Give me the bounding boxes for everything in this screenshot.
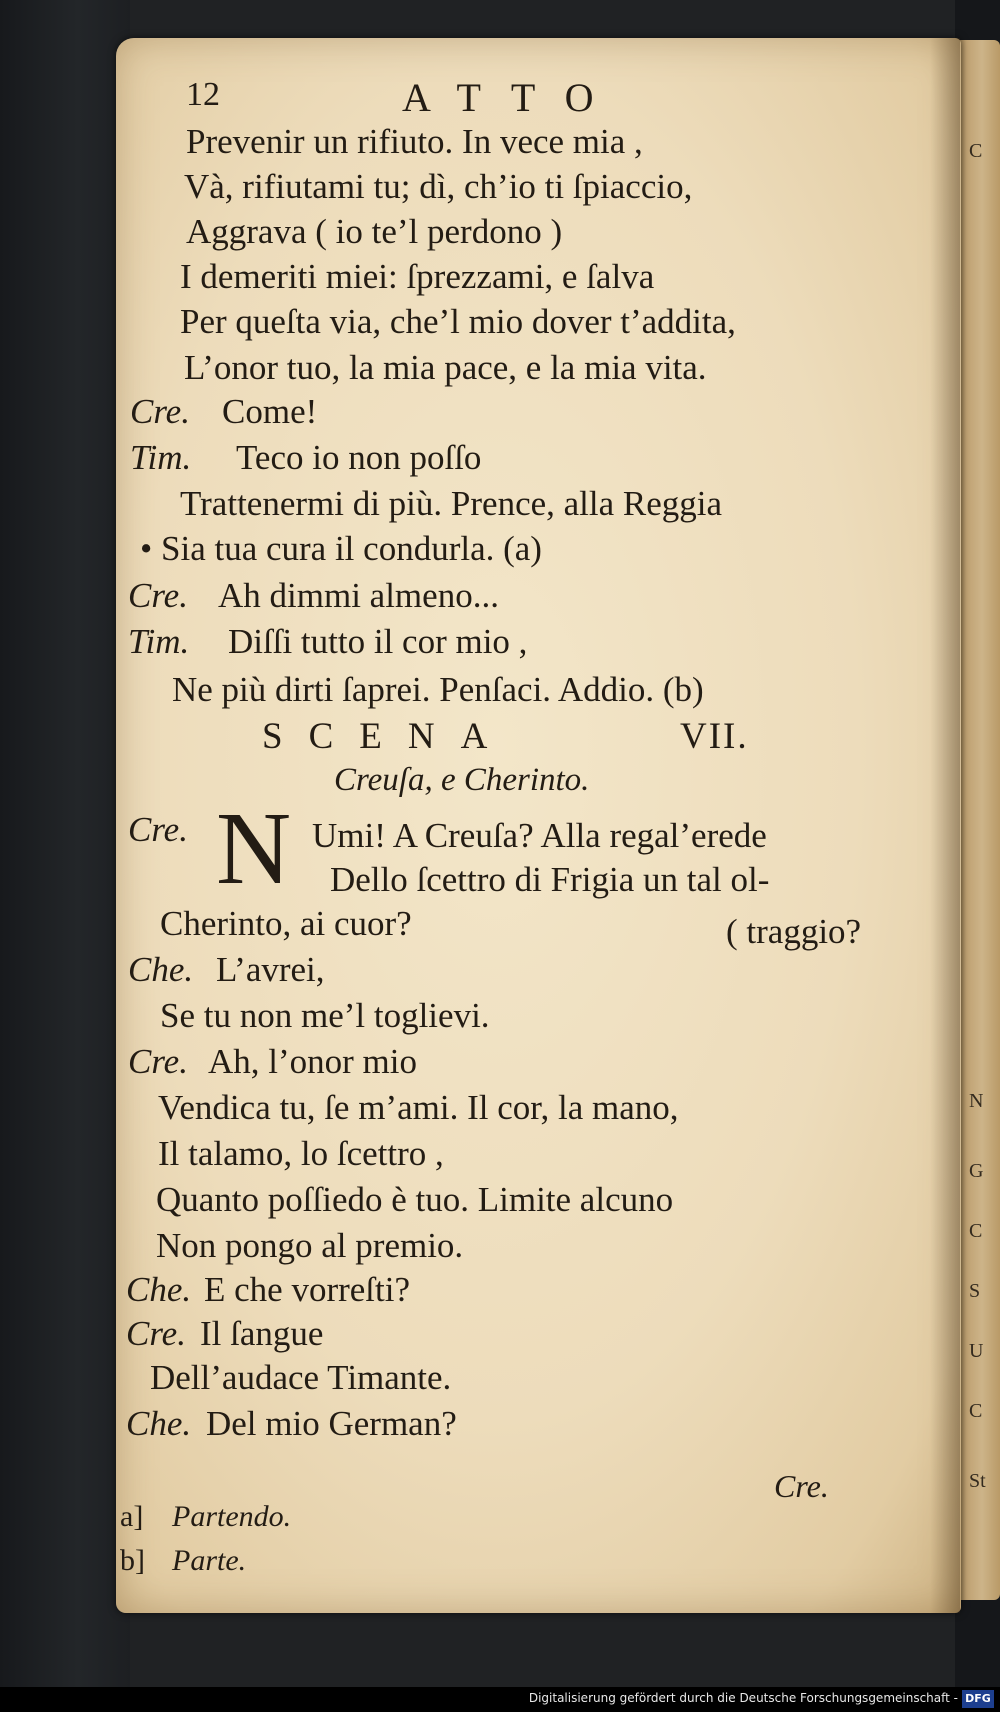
footnote-text: Partendo. xyxy=(172,1500,292,1533)
verse-line: • Sia tua cura il condurla. (a) xyxy=(140,529,542,568)
verse-line: Teco io non poſſo xyxy=(236,438,482,477)
next-page-fragment: S xyxy=(969,1280,981,1302)
verse-line: Per queſta via, che’l mio dover t’addita, xyxy=(180,302,736,341)
next-page-fragment: C xyxy=(969,1400,983,1422)
speaker-label: Cre. xyxy=(128,810,188,849)
verse-line: Prevenir un rifiuto. In vece mia , xyxy=(186,122,643,161)
next-page-fragment: G xyxy=(969,1160,984,1182)
verse-line: Se tu non me’l toglievi. xyxy=(160,996,490,1035)
footnote-mark: b] xyxy=(120,1544,145,1577)
verse-line: Il talamo, lo ſcettro , xyxy=(158,1134,444,1173)
next-page-edge xyxy=(955,40,1000,1600)
next-page-fragment: U xyxy=(969,1340,984,1362)
scene-number: VII. xyxy=(680,716,749,757)
footnote-mark: a] xyxy=(120,1500,144,1533)
verse-line: Il ſangue xyxy=(200,1314,324,1353)
verse-line: Và, rifiutami tu; dì, ch’io ti ſpiaccio, xyxy=(184,167,693,206)
next-page-fragment: N xyxy=(969,1090,984,1112)
turnover-line: ( traggio? xyxy=(726,912,862,951)
verse-line: Cherinto, ai cuor? xyxy=(160,904,412,943)
verse-line: L’avrei, xyxy=(216,950,325,989)
verse-line: Ah dimmi almeno... xyxy=(218,576,499,615)
scene-characters: Creuſa, e Cherinto. xyxy=(334,762,590,798)
drop-cap: N xyxy=(216,791,292,906)
verse-line: Umi! A Creuſa? Alla regal’erede xyxy=(312,816,767,855)
verse-line: Trattenermi di più. Prence, alla Reggia xyxy=(180,484,723,523)
speaker-label: Che. xyxy=(128,950,194,989)
speaker-label: Tim. xyxy=(130,438,192,477)
verse-line: Del mio German? xyxy=(206,1404,457,1443)
verse-line: I demeriti miei: ſprezzami, e ſalva xyxy=(180,257,655,296)
digitization-footer xyxy=(0,1687,1000,1712)
verse-line: Ah, l’onor mio xyxy=(208,1042,418,1081)
speaker-label: Cre. xyxy=(126,1314,186,1353)
verse-line: Come! xyxy=(222,392,318,431)
verse-line: Aggrava ( io te’l perdono ) xyxy=(186,212,563,251)
speaker-label: Che. xyxy=(126,1270,192,1309)
next-page-fragment: C xyxy=(969,140,983,162)
page-number: 12 xyxy=(186,76,220,113)
verse-line: Dello ſcettro di Frigia un tal ol- xyxy=(330,860,770,899)
footnote-text: Parte. xyxy=(172,1544,247,1577)
dfg-logo: DFG xyxy=(962,1690,994,1708)
verse-line: Ne più dirti ſaprei. Penſaci. Addio. (b) xyxy=(172,670,704,709)
spine-shadow xyxy=(930,38,960,1613)
verse-line: Diſſi tutto il cor mio , xyxy=(228,622,528,661)
funding-credit: Digitalisierung gefördert durch die Deutsche Forschungsgemeinschaft - xyxy=(528,1691,958,1705)
verse-line: Vendica tu, ſe m’ami. Il cor, la mano, xyxy=(158,1088,679,1127)
speaker-label: Cre. xyxy=(130,392,190,431)
verse-line: Dell’audace Timante. xyxy=(150,1358,452,1397)
scan-background-left xyxy=(0,0,130,1712)
speaker-label: Tim. xyxy=(128,622,190,661)
next-page-fragment: St xyxy=(969,1470,986,1492)
verse-line: E che vorreſti? xyxy=(204,1270,411,1309)
running-head: ATTO xyxy=(402,75,624,120)
verse-line: Non pongo al premio. xyxy=(156,1226,464,1265)
catchword: Cre. xyxy=(774,1468,829,1504)
speaker-label: Cre. xyxy=(128,1042,188,1081)
speaker-label: Cre. xyxy=(128,576,188,615)
speaker-label: Che. xyxy=(126,1404,192,1443)
next-page-fragment: C xyxy=(969,1220,983,1242)
scene-heading: SCENA xyxy=(262,716,514,757)
verse-line: Quanto poſſiedo è tuo. Limite alcuno xyxy=(156,1180,674,1219)
verse-line: L’onor tuo, la mia pace, e la mia vita. xyxy=(184,348,707,387)
